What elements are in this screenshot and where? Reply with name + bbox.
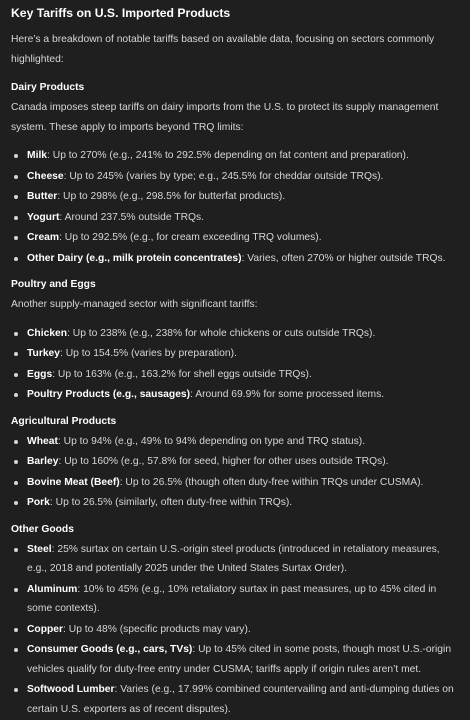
item-label: Steel (27, 543, 52, 555)
item-label: Pork (27, 497, 50, 508)
item-text: : Up to 48% (specific products may vary). (63, 623, 251, 635)
item-label: Softwood Lumber (27, 684, 115, 695)
response-title: Key Tariffs on U.S. Imported Products (11, 6, 231, 20)
item-text: : Varies (e.g., 17.99% combined countervailing and anti-dumping duties on certain U.S. exporters as of recent disputes). (27, 684, 454, 715)
list-item (11, 493, 460, 513)
list-item (11, 167, 460, 187)
list-item (11, 640, 460, 679)
item-text: : 10% to 45% (e.g., 10% retaliatory surtax in past measures, up to 45% cited in some contexts). (27, 583, 437, 614)
list-item (11, 208, 460, 228)
tariff-list (11, 540, 460, 720)
item-label: Aluminum (27, 583, 78, 595)
section-other-goods (11, 520, 460, 720)
item-text: : Up to 94% (e.g., 49% to 94% depending on type and TRQ status). (57, 435, 366, 447)
section-text: Canada imposes steep tariffs on dairy imports from the U.S. to protect its supply management system. These apply to imports beyond TRQ limits: (11, 102, 439, 133)
list-item (11, 385, 460, 405)
item-text: : Up to 238% (e.g., 238% for whole chickens or cuts outside TRQs). (67, 327, 376, 339)
item-label: Milk (27, 150, 48, 161)
item-label: Butter (27, 191, 58, 202)
item-text: : Up to 45% cited in some posts, though most U.S.-origin vehicles qualify for duty-free entry under CUSMA; tariffs apply if origin rules aren’t met. (27, 644, 452, 675)
item-text: : Varies, often 270% or higher outside TRQs. (241, 252, 446, 264)
list-item (11, 620, 460, 640)
item-text: : Up to 298% (e.g., 298.5% for butterfat products). (57, 191, 286, 202)
item-label: Chicken (27, 327, 68, 339)
list-item (11, 365, 460, 385)
list-item (11, 228, 460, 248)
section-poultry (11, 275, 460, 405)
list-item (11, 344, 460, 364)
item-label: Cream (27, 232, 60, 243)
section-agricultural (11, 412, 460, 513)
list-item (11, 473, 460, 493)
section-heading: Poultry and Eggs (11, 279, 96, 290)
list-item (11, 540, 460, 579)
item-text: : Up to 245% (varies by type; e.g., 245.5% for cheddar outside TRQs). (63, 170, 384, 182)
section-heading: Agricultural Products (11, 415, 117, 427)
item-label: Copper (27, 623, 64, 635)
list-item (11, 452, 460, 472)
item-label: Cheese (27, 170, 64, 182)
item-text: : Up to 270% (e.g., 241% to 292.5% depending on fat content and preparation). (47, 150, 409, 161)
tariff-list (11, 432, 460, 513)
item-text: : Up to 154.5% (varies by preparation). (60, 348, 237, 359)
item-text: : Up to 163% (e.g., 163.2% for shell eggs outside TRQs). (52, 368, 312, 380)
item-label: Other Dairy (e.g., milk protein concentrates) (27, 252, 242, 264)
list-item (11, 580, 460, 619)
intro-text: Here’s a breakdown of notable tariffs based on available data, focusing on sectors commonly highlighted: (11, 34, 435, 65)
item-label: Bovine Meat (Beef) (27, 476, 120, 488)
section-text: Another supply-managed sector with significant tariffs: (11, 299, 258, 310)
item-text: : Around 69.9% for some processed items. (190, 389, 385, 400)
item-label: Wheat (27, 435, 58, 447)
list-item (11, 432, 460, 452)
tariff-list (11, 324, 460, 405)
list-item (11, 324, 460, 344)
section-heading: Dairy Products (11, 82, 85, 93)
item-text: : Up to 160% (e.g., 57.8% for seed, higher for other uses outside TRQs). (58, 456, 389, 467)
item-label: Barley (27, 456, 59, 467)
item-text: : Up to 26.5% (though often duty-free within TRQs under CUSMA). (119, 476, 424, 488)
item-text: : Up to 26.5% (similarly, often duty-free within TRQs). (49, 497, 293, 508)
item-text: : 25% surtax on certain U.S.-origin steel products (introduced in retaliatory measures, e.g., 2018 and potentially 2025 under the United States Surtax Order). (27, 543, 440, 574)
item-label: Consumer Goods (e.g., cars, TVs) (27, 644, 193, 655)
list-item (11, 146, 460, 166)
list-item (11, 187, 460, 207)
list-item (11, 249, 460, 269)
item-label: Yogurt (27, 211, 60, 223)
item-label: Eggs (27, 368, 53, 380)
item-label: Turkey (27, 348, 61, 359)
section-heading: Other Goods (11, 523, 74, 535)
item-text: : Up to 292.5% (e.g., for cream exceeding TRQ volumes). (59, 232, 322, 243)
item-text: : Around 237.5% outside TRQs. (59, 211, 205, 223)
tariff-list (11, 146, 460, 268)
section-dairy (11, 78, 460, 268)
list-item (11, 680, 460, 719)
item-label: Poultry Products (e.g., sausages) (27, 389, 191, 400)
